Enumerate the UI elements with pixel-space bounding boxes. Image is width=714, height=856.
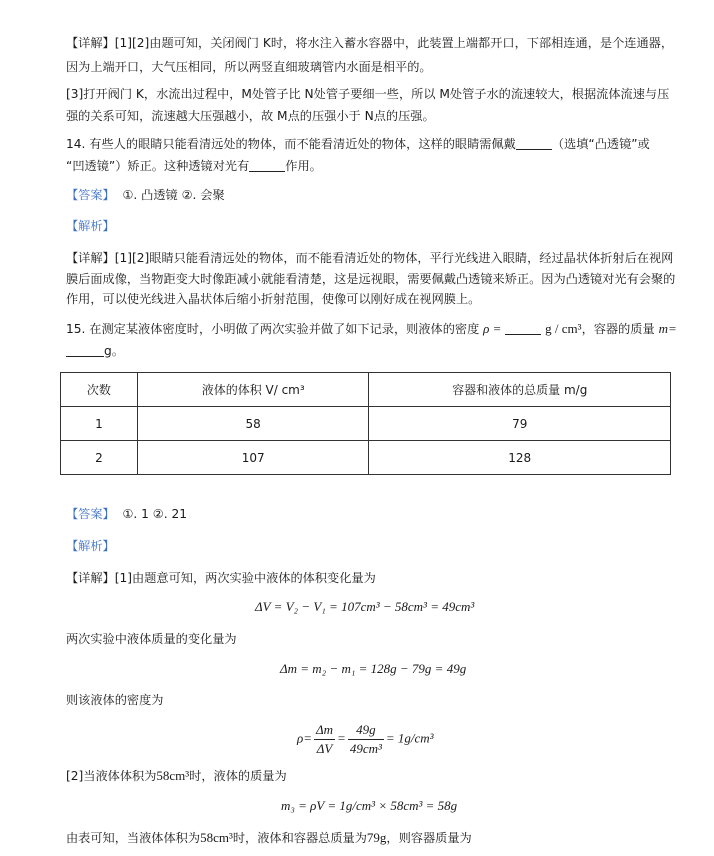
fraction-numerator: Δm [314,722,335,740]
t5-volume: 58cm³ [200,830,233,845]
q15-blank-1 [505,322,541,335]
detail-p1-line2: 因为上端开口，大气压相同，所以两竖直细玻璃管内水面是相平的。 [66,60,432,74]
question-15-line1 [66,322,677,335]
q14-analysis-tag: 【解析】 [66,219,115,233]
question-15-line2 [66,344,124,357]
q14-answer-line [66,189,225,201]
fraction-values [348,722,384,757]
t5-text-a: 由表可知，当液体体积为 [66,831,201,845]
equation-delta-m: Δm = m₂ − m₁ = 128g − 79g = 49g [280,661,467,676]
fraction-denominator: ΔV [316,741,333,756]
q15-answer-tag: 【答案】 [66,507,115,521]
table-cell: 1 [61,407,138,441]
detail-p1-line1: 【详解】[1][2]由题可知，关闭阀门 K时，将水注入蓄水容器中，此装置上端都开口，下部相连通，是个连通器， [66,36,674,50]
q14-detail-line3: 作用，可以使光线进入晶状体后缩小折射范围，使像可以刚好成在视网膜上。 [66,292,481,306]
q15-detail-line1: 【详解】[1]由题意可知，两次实验中液体的体积变化量为 [66,571,376,585]
table-cell: 79 [369,407,671,441]
q14-answer-tag: 【答案】 [66,188,115,202]
table-row [61,407,671,441]
table-header-row [61,373,671,407]
question-14-line2 [66,159,322,172]
t4-text-b: 时，液体的质量为 [189,769,287,783]
q14-detail-line2: 膜后面成像，当物距变大时像距减小就能看清楚，这是远视眼，需要佩戴凸透镜来矫正。因为凸透镜对光有会聚的 [66,272,676,286]
data-table [60,372,671,475]
q14-text-b: （选填“凸透镜”或 [551,137,650,151]
table-cell: 2 [61,441,138,475]
q15-text-a: 15. 在测定某液体密度时，小明做了两次实验并做了如下记录，则液体的密度 [66,322,480,336]
t4-volume: 58cm³ [156,768,190,783]
t5-text-b: 时，液体和容器总质量为 [232,831,367,845]
q15-text-mass-change: 两次实验中液体质量的变化量为 [66,632,237,646]
eq3-lhs: ρ= [297,730,313,746]
equation-delta-v: ΔV = V₂ − V₁ = 107cm³ − 58cm³ = 49cm³ [255,599,475,614]
table-cell: 128 [369,441,671,475]
question-14-line1 [66,137,650,150]
t4-text-a: [2]当液体体积为 [66,769,157,783]
q15-rho-eq: ρ = [483,321,502,336]
eq3-rhs: = 1g/cm³ [385,730,434,746]
fraction-numerator: 49g [348,722,384,740]
q15-m-eq: m= [658,321,677,336]
q15-answer-line [66,508,187,520]
t5-text-c: ，则容器质量为 [386,831,472,845]
q15-text-b: ，容器的质量 [581,322,655,336]
q15-text-container-mass [66,831,472,844]
q14-blank-2 [249,159,285,172]
q14-text-c: “凹透镜”）矫正。这种透镜对光有 [66,159,250,173]
fraction-denominator: 49cm³ [349,741,382,756]
q14-text-a: 14. 有些人的眼睛只能看清远处的物体，而不能看清近处的物体，这样的眼睛需佩戴 [66,137,516,151]
table-header-cell: 液体的体积 V/ cm³ [137,373,369,407]
fraction-dm-dv [314,722,335,757]
table-header-cell: 次数 [61,373,138,407]
q14-blank-1 [516,137,552,150]
q15-unit: g / cm³ [545,321,582,336]
q14-detail-line1: 【详解】[1][2]眼睛只能看清远处的物体，而不能看清近处的物体，平行光线进入眼睛，经过晶状体折射后在视网 [66,251,674,265]
table-header-cell: 容器和液体的总质量 m/g [369,373,671,407]
detail-p2-line1: [3]打开阀门 K，水流出过程中，M处管子比 N处管子要细一些，所以 M处管子水的流速较大，根据流体流速与压 [66,87,670,101]
equation-m3: m₃ = ρV = 1g/cm³ × 58cm³ = 58g [281,798,458,813]
eq3-equals: = [337,730,346,746]
q14-answer: ①. 凸透镜 ②. 会聚 [122,188,225,202]
table-row [61,441,671,475]
q15-blank-2 [66,344,104,357]
q15-analysis-tag: 【解析】 [66,539,115,553]
detail-p2-line2: 强的关系可知，流速越大压强越小，故 M点的压强小于 N点的压强。 [66,109,435,123]
q15-text-density: 则该液体的密度为 [66,693,164,707]
q15-text-c: g。 [104,344,124,358]
table-cell: 107 [137,441,369,475]
q14-text-d: 作用。 [285,159,322,173]
q15-answer: ①. 1 ②. 21 [122,507,187,521]
q15-text-volume-58 [66,769,287,782]
table-cell: 58 [137,407,369,441]
equation-density [297,722,434,757]
t5-mass: 79g [366,830,387,845]
